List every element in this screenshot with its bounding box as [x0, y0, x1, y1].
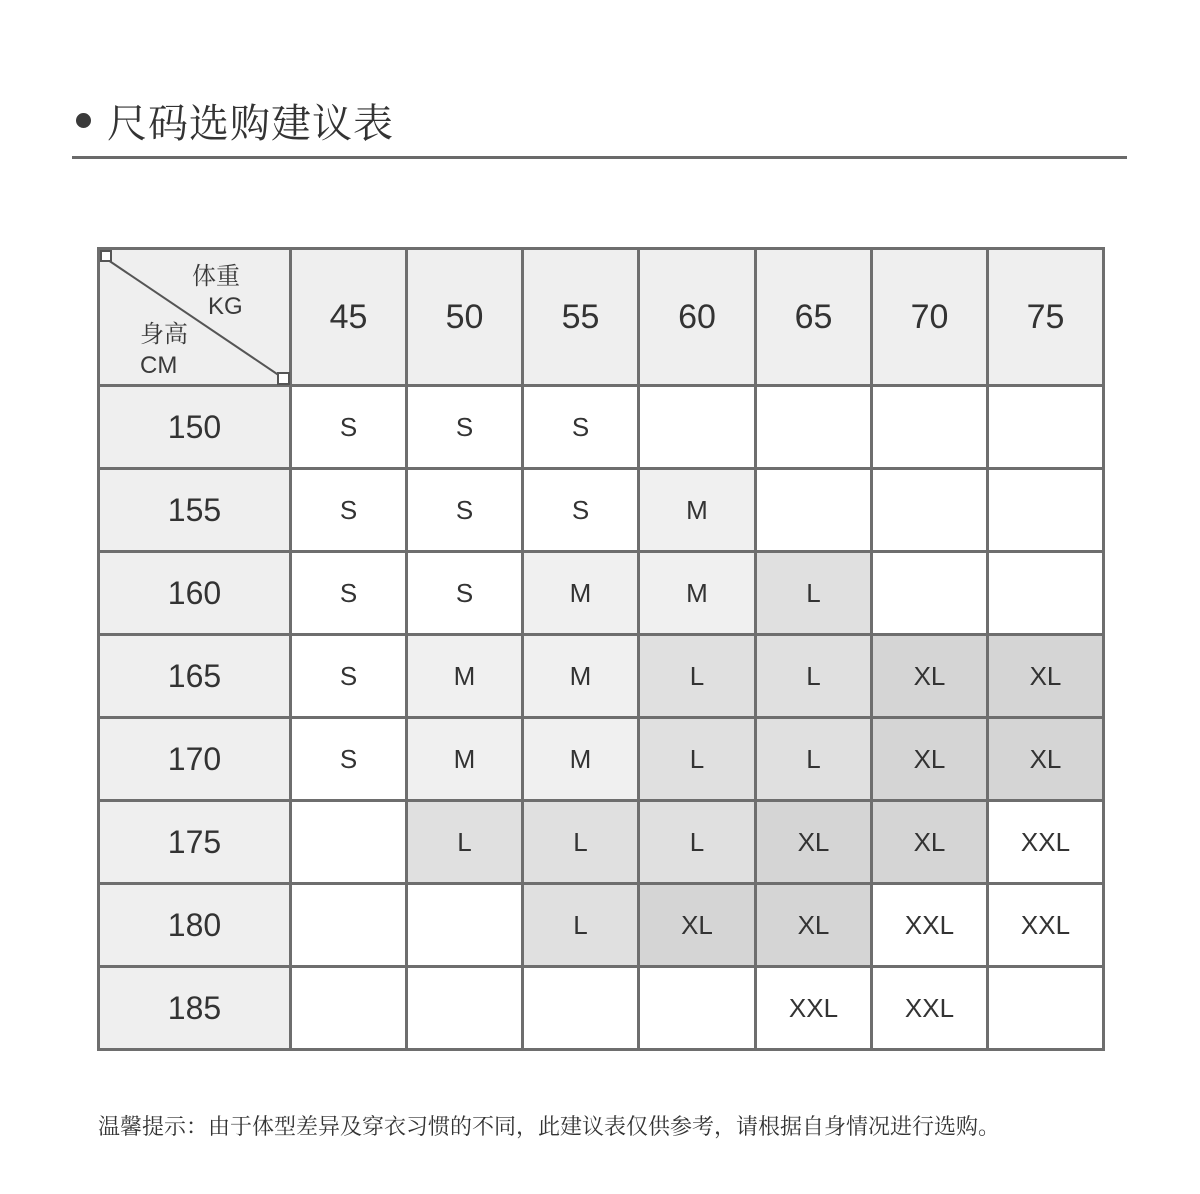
- size-cell: S: [407, 386, 523, 469]
- page-title: 尺码选购建议表: [107, 100, 394, 147]
- size-cell: M: [523, 635, 639, 718]
- size-cell: XL: [756, 801, 872, 884]
- size-cell: L: [639, 801, 756, 884]
- weight-header-cell: 70: [872, 249, 988, 386]
- size-cell: XXL: [756, 967, 872, 1050]
- height-header-cell: 165: [99, 635, 291, 718]
- size-cell: [988, 386, 1104, 469]
- size-cell: XXL: [872, 884, 988, 967]
- size-cell: [407, 884, 523, 967]
- bullet-icon: [76, 113, 91, 128]
- size-cell: [872, 386, 988, 469]
- height-header-cell: 175: [99, 801, 291, 884]
- size-cell: S: [523, 469, 639, 552]
- size-chart-table: [97, 247, 1105, 1051]
- size-cell: S: [291, 386, 407, 469]
- corner-header-cell: [99, 249, 291, 386]
- size-cell: [988, 469, 1104, 552]
- size-cell: L: [639, 718, 756, 801]
- size-cell: XL: [872, 801, 988, 884]
- weight-header-cell: 45: [291, 249, 407, 386]
- table-row: [99, 552, 1104, 635]
- size-cell: XXL: [988, 884, 1104, 967]
- size-cell: XL: [988, 718, 1104, 801]
- weight-label: 体重: [192, 263, 240, 290]
- size-cell: [756, 386, 872, 469]
- table-row: [99, 386, 1104, 469]
- size-cell: S: [407, 469, 523, 552]
- size-cell: M: [407, 635, 523, 718]
- size-cell: L: [756, 552, 872, 635]
- weight-header-cell: 75: [988, 249, 1104, 386]
- size-cell: M: [639, 469, 756, 552]
- size-cell: M: [639, 552, 756, 635]
- height-label: 身高: [140, 321, 188, 348]
- size-cell: L: [407, 801, 523, 884]
- weight-header-cell: 50: [407, 249, 523, 386]
- size-cell: [639, 967, 756, 1050]
- table-row: [99, 801, 1104, 884]
- size-cell: S: [291, 718, 407, 801]
- table-row: [99, 718, 1104, 801]
- size-cell: [872, 469, 988, 552]
- height-header-cell: 180: [99, 884, 291, 967]
- table-row: [99, 884, 1104, 967]
- height-header-cell: 155: [99, 469, 291, 552]
- size-cell: M: [523, 552, 639, 635]
- table-row: [99, 469, 1104, 552]
- size-cell: XL: [639, 884, 756, 967]
- size-cell: S: [291, 552, 407, 635]
- size-cell: L: [756, 718, 872, 801]
- weight-header-row: [99, 249, 1104, 386]
- size-cell: XL: [988, 635, 1104, 718]
- weight-header-cell: 55: [523, 249, 639, 386]
- size-cell: XL: [756, 884, 872, 967]
- size-cell: [407, 967, 523, 1050]
- weight-unit: KG: [208, 293, 243, 320]
- size-cell: [291, 801, 407, 884]
- size-cell: L: [639, 635, 756, 718]
- size-cell: [756, 469, 872, 552]
- size-cell: XXL: [988, 801, 1104, 884]
- height-header-cell: 150: [99, 386, 291, 469]
- size-cell: M: [523, 718, 639, 801]
- height-header-cell: 185: [99, 967, 291, 1050]
- size-cell: [988, 552, 1104, 635]
- size-cell: XXL: [872, 967, 988, 1050]
- size-cell: [291, 884, 407, 967]
- size-cell: S: [291, 469, 407, 552]
- size-cell: S: [291, 635, 407, 718]
- title-divider: [72, 156, 1127, 159]
- size-cell: XL: [872, 635, 988, 718]
- weight-header-cell: 60: [639, 249, 756, 386]
- size-cell: L: [523, 801, 639, 884]
- section-header: [76, 90, 394, 150]
- size-cell: [988, 967, 1104, 1050]
- height-header-cell: 170: [99, 718, 291, 801]
- height-unit: CM: [140, 352, 178, 379]
- footnote: 温馨提示：由于体型差异及穿衣习惯的不同，此建议表仅供参考，请根据自身情况进行选购。: [98, 1115, 1001, 1140]
- table-row: [99, 635, 1104, 718]
- size-cell: [872, 552, 988, 635]
- size-cell: S: [523, 386, 639, 469]
- size-cell: L: [756, 635, 872, 718]
- height-header-cell: 160: [99, 552, 291, 635]
- size-cell: [291, 967, 407, 1050]
- size-cell: XL: [872, 718, 988, 801]
- size-cell: [639, 386, 756, 469]
- size-cell: L: [523, 884, 639, 967]
- size-cell: M: [407, 718, 523, 801]
- size-cell: S: [407, 552, 523, 635]
- size-cell: [523, 967, 639, 1050]
- weight-header-cell: 65: [756, 249, 872, 386]
- table-row: [99, 967, 1104, 1050]
